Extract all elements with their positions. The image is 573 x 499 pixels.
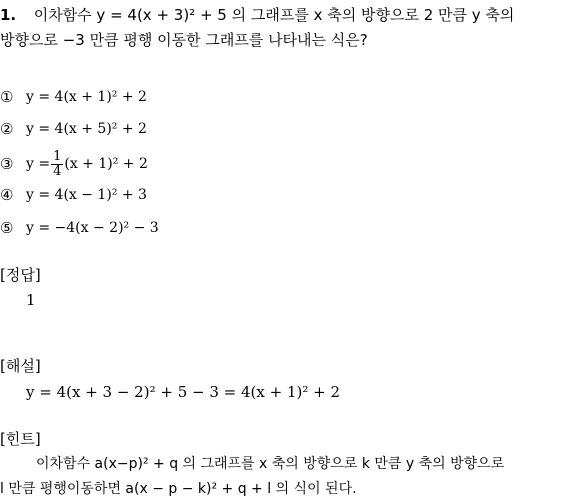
- choice-marker: ②: [0, 120, 14, 138]
- question-number: 1.: [0, 6, 17, 24]
- question-line-1: [0, 6, 514, 24]
- choice-expression: y = 4(x + 5)² + 2: [26, 121, 147, 137]
- choice-4[interactable]: [0, 185, 147, 205]
- explanation-label: [해설]: [0, 357, 41, 375]
- choice-expression-prefix: y =: [26, 156, 51, 172]
- choice-2[interactable]: [0, 119, 147, 139]
- choice-marker: ⑤: [0, 219, 14, 237]
- answer-label: [정답]: [0, 266, 41, 284]
- question-text-line-1: 이차함수 y = 4(x + 3)² + 5 의 그래프를 x 축의 방향으로 2 만큼 y 축의: [33, 6, 515, 24]
- choice-marker: ④: [0, 186, 14, 204]
- hint-line-2: l 만큼 평행이동하면 a(x − p − k)² + q + l 의 식이 된다.: [0, 481, 357, 497]
- choice-5[interactable]: [0, 218, 159, 238]
- choice-1[interactable]: [0, 87, 147, 107]
- fraction-numerator: 1: [53, 148, 62, 164]
- fraction: [51, 150, 63, 179]
- explanation-text: y = 4(x + 3 − 2)² + 5 − 3 = 4(x + 1)² + 2: [26, 383, 341, 401]
- choice-expression-suffix: (x + 1)² + 2: [64, 156, 148, 172]
- choice-marker: ③: [0, 155, 14, 173]
- hint-label: [힌트]: [0, 430, 41, 448]
- question-text-line-2: 방향으로 −3 만큼 평행 이동한 그래프를 나타내는 식은?: [0, 31, 368, 49]
- answer-value: 1: [26, 291, 36, 309]
- choice-expression: y = 4(x − 1)² + 3: [26, 187, 147, 203]
- fraction-denominator: 4: [53, 163, 62, 179]
- choice-expression: y = 4(x + 1)² + 2: [26, 89, 147, 105]
- question-line-2: [0, 31, 368, 49]
- choice-3[interactable]: [0, 145, 148, 183]
- choice-expression: y = −4(x − 2)² − 3: [26, 220, 159, 236]
- hint-line-1: 이차함수 a(x−p)² + q 의 그래프를 x 축의 방향으로 k 만큼 y 축의 방향으로: [36, 456, 505, 472]
- choice-marker: ①: [0, 88, 14, 106]
